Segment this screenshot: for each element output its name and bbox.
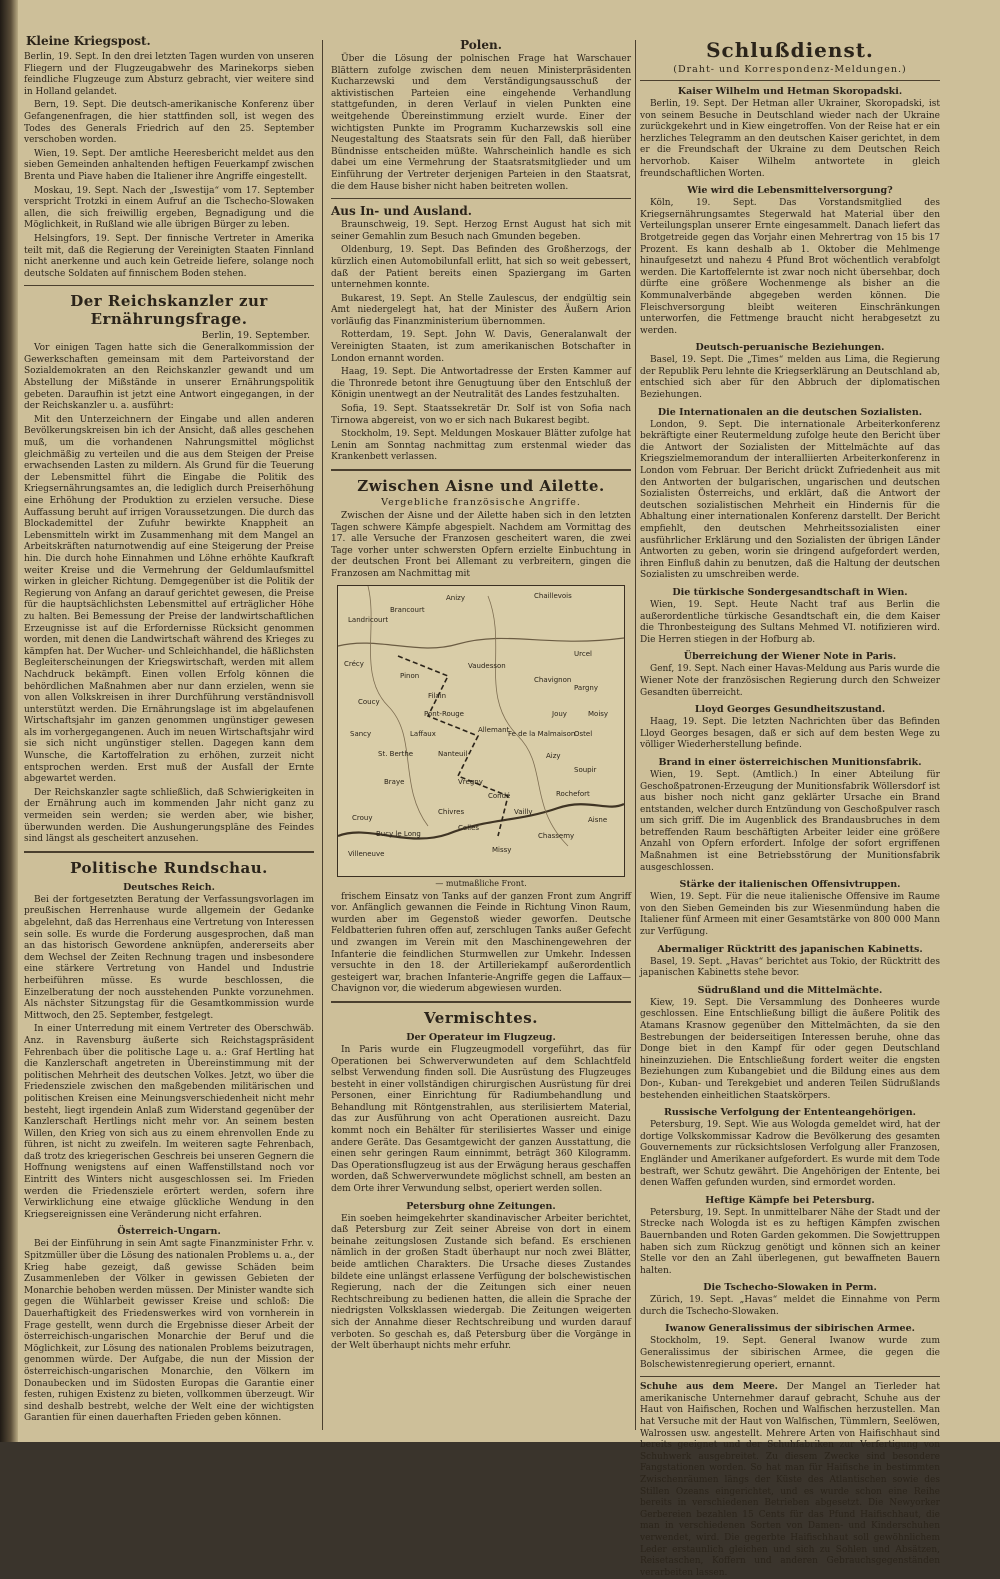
map-place-label: Condé <box>488 791 511 800</box>
schlussdienst-masthead: Schlußdienst. <box>706 38 874 62</box>
news-block-text: Basel, 19. Sept. „Havas“ berichtet aus Tokio, der Rücktritt des japanischen Kabinetts stehe bevor. <box>640 956 940 979</box>
news-block-text: Wien, 19. Sept. Für die neue italienische Offensive im Raume von den Sieben Gemeinden bis zur Wiesenmündung haben die Italiener fünf Armeen mit einer Gesamtstärke von 800 000 Mann zur Verfügung. <box>640 892 940 938</box>
news-block-text: Zürich, 19. Sept. „Havas“ meldet die Einnahme von Perm durch die Tschecho-Slowaken. <box>640 1295 940 1317</box>
kanzler-paragraph: Vor einigen Tagen hatte sich die Generalkommission der Gewerkschaften gemeinsam mit dem Parteivorstand der Sozialdemokraten an den Reichskanzler gewandt und um Abstellung der Mißstände in unserer Ernährungspolitik gebeten. Daraufhin ist jetzt eine Antwort eingegangen, in der der Reichskanzler u. a. ausführt: <box>24 343 314 412</box>
news-block-heading: Russische Verfolgung der Ententeangehörigen. <box>664 1107 916 1119</box>
map-place-label: Chassemy <box>538 831 575 840</box>
news-blocks <box>640 86 940 1371</box>
kanzler-dateline: Berlin, 19. September. <box>201 330 310 342</box>
aisne-paragraph: frischem Einsatz von Tanks auf der ganzen Front zum Angriff vor. Anfänglich gewannen die Feinde in Richtung Vinon Raum, wurden aber im Gegenstoß wieder geworfen. Deutsche Feldbatterien fuhren offen auf, zerschlugen Tanks außer Gefecht und zwangen im Verein mit den Maschinengewehren der Infanterie die feindlichen Sturmwellen zur Umkehr. Indessen versuchte in den 18. der Artilleriekampf außerordentlich gesteigert war, brachen Infanterie-Angriffe gegen die Laffaux—Chavignon vor, die wiederum abgewiesen wurden. <box>331 891 631 995</box>
column-rule-2 <box>635 40 636 1430</box>
vermischtes-headline: Vermischtes. <box>424 1008 538 1027</box>
map-place-label: Anizy <box>446 593 465 602</box>
kriegspost-item: Berlin, 19. Sept. In den drei letzten Tagen wurden von unseren Fliegern und der Flugzeugabwehr des Marinekorps sieben feindliche Flugzeuge zum Absturz gebracht, vier weitere sind in Holland gelandet. <box>24 52 314 97</box>
map-place-label: Pont-Rouge <box>424 709 464 718</box>
news-block-text: Basel, 19. Sept. Die „Times“ melden aus Lima, die Regierung der Republik Peru lehnte die Kriegserklärung an Deutschland ab, entschied sich aber für den Abbruch der diplomatischen Beziehungen. <box>640 355 940 401</box>
polen-headline: Polen. <box>460 38 502 52</box>
news-block-heading: Iwanow Generalissimus der sibirischen Armee. <box>665 1323 915 1335</box>
map-place-label: Allemant <box>478 725 510 734</box>
map-place-label: Nanteuil <box>438 749 468 758</box>
ausland-item: Rotterdam, 19. Sept. John W. Davis, Generalanwalt der Vereinigten Staaten, ist zum amerikanischen Botschafter in London ernannt worden. <box>331 330 631 364</box>
news-block-heading: Kaiser Wilhelm und Hetman Skoropadski. <box>677 86 903 97</box>
map-place-label: Braye <box>384 777 405 786</box>
rundschau-headline: Politische Rundschau. <box>70 858 268 877</box>
map-place-label: Chavignon <box>534 675 572 684</box>
map-place-label: Pargny <box>574 683 598 692</box>
news-block-heading: Die Tschecho-Slowaken in Perm. <box>703 1282 877 1294</box>
divider <box>24 851 314 853</box>
divider <box>640 80 940 81</box>
news-block-heading: Heftige Kämpfe bei Petersburg. <box>705 1194 875 1206</box>
kriegspost-item: Moskau, 19. Sept. Nach der „Iswestija“ vom 17. September verspricht Trotzki in einem Aufruf an die Tschecho-Slowaken allen, die sich freiwillig ergeben, Begnadigung und die Möglichkeit, in Rußland wie alle übrigen Bürger zu leben. <box>24 185 314 231</box>
map-place-label: Aizy <box>546 751 561 760</box>
schuhe-text: Der Mangel an Tierleder hat amerikanische Unternehmer darauf gebracht, Schuhe aus der Haut von Haifischen, Rochen und Walfischen herzustellen. Man hat Versuche mit der Haut von Walfischen, Tümmlern, Seelöwen, Walrossen usw. angestellt. Mehrere Arten von Haifischhaut sind bereits geeignet und der Schuhfabriken zur Verfertigung von Schuhwerk ausgebreitet. Zu diesem Zwecke sind besondere Fangstationen worden. So hat man für Haifische in bestimmten Zwischenräumen längs der Küste des Atlantischen sowie des Stillen Ozeans eingerichtet, und es wurde schon eine Reihe bereits in verschiedenen Betrieben abgesetzt. Die Newyorker Gerbereien bezahlen 15 Cents für das Pfund Haifischhaut, die man in verschiedenen Sorten von Damen- und Kinderschuhen verwendet, wird. Die gegerbte Haifischhaut soll gewöhnlichem Leder erstaunlich gleichen und sich zu Sohlen und Absätzen, Reisetaschen, Koffern und anderen Gebrauchsgegenständen verarbeiten lassen. <box>640 1382 940 1578</box>
map-place-label: Crécy <box>344 659 364 668</box>
map-place-label: Chaillevois <box>534 591 572 600</box>
news-block-text: Köln, 19. Sept. Das Vorstandsmitglied des Kriegsernährungsamtes Stegerwald hat Material über den Verteilungsplan unserer Ernte eingesammelt. Danach liefert das Brotgetreide gegen das Vorjahr einen Mehrertrag von 15 bis 17 Prozent. Es kann deshalb ab 1. Oktober die Mehlmenge hinaufgesetzt und nahezu 4 Pfund Brot wöchentlich verabfolgt werden. Die Kartoffelernte ist zwar noch nicht übersehbar, doch dürfte eine größere Wochenmenge als bisher an die Kommunalverbände abgegeben werden können. Die Fleischversorgung bleibt weiteren Einschränkungen unterworfen, die Fettmenge braucht nicht herabgesetzt zu werden. <box>640 198 940 336</box>
map-place-label: Chivres <box>438 807 465 816</box>
operateur-paragraph: In Paris wurde ein Flugzeugmodell vorgeführt, das für Operationen bei Schwerverwundeten auf dem Schlachtfeld selbst Verwendung finden soll. Die Ausrüstung des Flugzeuges besteht in einer vollständigen chirurgischen Ausrüstung für drei Personen, einer Einrichtung für Radiumbehandlung und Behandlung mit Röntgenstrahlen, aus sterilisiertem Material, das zur Ausführung von acht Operationen ausreicht. Dazu kommt noch ein Behälter für sterilisiertes Wasser und einige andere Geräte. Das Gesamtgewicht der ganzen Ausstattung, die einen sehr geringen Raum einnimmt, beträgt 360 Kilogramm. Das Operationsflugzeug ist aus der Erwägung heraus geschaffen worden, daß Schwerverwundete möglichst schnell, am besten an dem Orte ihrer Verwundung selbst, operiert werden sollen. <box>331 1044 631 1195</box>
map-place-label: Vregny <box>458 777 483 786</box>
kanzler-paragraph: Der Reichskanzler sagte schließlich, daß Schwierigkeiten in der Ernährung auch im kommenden Jahr nicht ganz zu vermeiden sein werden; sie werden aber, wie bisher, überwunden werden. Die Aushungerungspläne des Feindes sind längst als gescheitert anzusehen. <box>24 787 314 845</box>
map-caption: — mutmaßliche Front. <box>435 878 527 888</box>
news-block-text: Genf, 19. Sept. Nach einer Havas-Meldung aus Paris wurde die Wiener Note der französischen Regierung durch den Schweizer Gesandten überreicht. <box>640 664 940 698</box>
divider <box>331 198 631 199</box>
news-block-heading: Südrußland und die Mittelmächte. <box>697 984 883 996</box>
map-place-label: Bucy le Long <box>376 829 421 838</box>
divider <box>331 469 631 471</box>
news-block-heading: Brand in einer österreichischen Munitionsfabrik. <box>658 756 922 768</box>
map-place-label: Aisne <box>588 815 608 824</box>
oesterreich-subheading: Österreich-Ungarn. <box>117 1226 221 1238</box>
aisne-subheadline: Vergebliche französische Angriffe. <box>381 497 581 508</box>
divider <box>640 1376 940 1377</box>
map-place-label: Landricourt <box>348 615 389 624</box>
news-block-heading: Überreichung der Wiener Note in Paris. <box>683 651 897 663</box>
news-block-text: Wien, 19. Sept. (Amtlich.) In einer Abteilung für Geschoßpatronen-Erzeugung der Munitionsfabrik Wöllersdorf ist aus bisher noch nicht ganz geklärter Ursache ein Brand entstanden, welcher durch Entzündung von Geschoßpulver rasch um sich griff. Die im Augenblick des Brandausbruches in dem betreffenden Raum beschäftigten Arbeiter leider eine größere Anzahl von Opfern erfordert. Infolge der sofort ergriffenen Maßnahmen ist eine Betriebsstörung der Munitionsfabrik ausgeschlossen. <box>640 769 940 873</box>
ausland-item: Oldenburg, 19. Sept. Das Befinden des Großherzogs, der kürzlich einen Automobilunfall erlitt, hat sich so weit gebessert, daß der Patient bereits einen Spaziergang im Garten unternehmen konnte. <box>331 245 631 291</box>
map-place-label: Fe de la Malmaison <box>508 729 576 738</box>
map-place-label: Ostel <box>574 729 593 738</box>
news-block-text: Petersburg, 19. Sept. In unmittelbarer Nähe der Stadt und der Strecke nach Wologda ist es zu heftigen Kämpfen zwischen Bauernbanden und Roten Garden gekommen. Die Sowjettruppen haben sich zum Rückzug genötigt und können sich an keiner Stelle vor den an Zahl überlegenen, gut bewaffneten Bauern halten. <box>640 1207 940 1276</box>
reich-subheading: Deutsches Reich. <box>123 881 215 893</box>
map-place-label: Filain <box>428 691 447 700</box>
kanzler-paragraph: Mit den Unterzeichnern der Eingabe und allen anderen Bevölkerungskreisen bin ich der Ansicht, daß alles geschehen muß, um die vorhandenen Nahrungsmittel möglichst gleichmäßig zu verteilen und die aus dem Steigen der Preise erwachsenden Lasten zu mildern. Als Grund für die Teuerung der Lebensmittel führt die Eingabe die Politik des Kriegsernährungsamtes an, die lediglich durch Preiserhöhung eine Erhöhung der Produktion zu erzielen versuche. Diese Auffassung beruht auf irrigen Voraussetzungen. Die durch das Blockademittel der Zufuhr bewirkte Knappheit an Lebensmitteln wirkt im Zusammenhang mit dem Mangel an Arbeitskräften naturnotwendig auf eine Steigerung der Preise hin. Die durch hohe Einnahmen und Löhne erhöhte Kaufkraft weiter Kreise und die Vermehrung der Geldumlaufsmittel wirken in gleicher Richtung. Demgegenüber ist die Politik der Regierung von Anfang an darauf gerichtet gewesen, die Preise für die hauptsächlichsten Lebensmittel auf erträglicher Höhe zu halten. Bei Bemessung der Preise der landwirtschaftlichen Erzeugnisse ist auf die Erfordernisse Rücksicht genommen worden, mit denen die Landwirtschaft während des Krieges zu kämpfen hat. Der Wucher- und Schleichhandel, die häßlichsten Begleiterscheinungen der Kriegswirtschaft, werden mit allem Nachdruck bekämpft. Einen vollen Erfolg können die behördlichen Maßnahmen aber nur dann erzielen, wenn sie von allen Volkskreisen in ihrer Durchführung verständnisvoll unterstützt werden. Die Ernährungslage ist im abgelaufenen Wirtschaftsjahr im ganzen genommen ungünstiger gewesen als im vorhergegangenen. Auch im neuen Wirtschaftsjahr wird sie sich nicht ungünstiger stellen. Dagegen kann dem Wunsche, die Kartoffelration zu erhöhen, zurzeit nicht entsprochen werden. Erst muß der Ausfall der Ernte abgewartet werden. <box>24 414 314 785</box>
map-place-label: Villeneuve <box>348 849 385 858</box>
petersburg-paragraph: Ein soeben heimgekehrter skandinavischer Arbeiter berichtet, daß Petersburg zur Zeit seiner Abreise von dort in einem beinahe zeitungslosen Zustande sich befand. Es erschienen nämlich in der großen Stadt überhaupt nur noch zwei Blätter, beide amtlichen Charakters. Die Ursache dieses Zustandes bildete eine unlängst erlassene Verfügung der bolschewistischen Regierung, nach der die Zeitungen sich einer neuen Rechtschreibung zu bedienen hatten, die allein die Sprache der niedrigsten Volksklassen wiedergab. Die Zeitungen weigerten sich der Annahme dieser Rechtschreibung und wurden darauf verboten. So geschah es, daß Petersburg über die Vorgänge in der Welt überhaupt nichts mehr erfuhr. <box>331 1213 631 1352</box>
map-place-label: St. Berthe <box>378 749 414 758</box>
news-block-text: Stockholm, 19. Sept. General Iwanow wurde zum Generalissimus der sibirischen Armee, die gegen die Bolschewistenregierung operiert, ernannt. <box>640 1336 940 1370</box>
map-place-label: Brancourt <box>390 605 425 614</box>
map-place-label: Crouy <box>352 813 373 822</box>
map-place-label: Rochefort <box>556 789 590 798</box>
kanzler-headline: Der Reichskanzler zur Ernährungsfrage. <box>70 292 268 329</box>
ausland-headline: Aus In- und Ausland. <box>331 204 472 219</box>
map-place-label: Jouy <box>552 709 567 718</box>
petersburg-subheading: Petersburg ohne Zeitungen. <box>406 1200 556 1212</box>
ausland-item: Braunschweig, 19. Sept. Herzog Ernst August hat sich mit seiner Gemahlin zum Besuch nach Gmunden begeben. <box>331 220 631 242</box>
kriegspost-item: Wien, 19. Sept. Der amtliche Heeresbericht meldet aus den sieben Gemeinden anhaltenden heftigen Feuerkampf zwischen Brenta und Piave haben die Italiener ihre Angriffe eingestellt. <box>24 148 314 182</box>
news-block-text: Wien, 19. Sept. Heute Nacht traf aus Berlin die außerordentliche türkische Gesandtschaft ein, die dem Kaiser die Thronbesteigung des Sultans Mehmed VI. notifizieren wird. Die Herren stiegen in der Hofburg ab. <box>640 599 940 645</box>
map-place-label: Moisy <box>588 709 609 718</box>
news-block-heading: Wie wird die Lebensmittelversorgung? <box>687 185 893 197</box>
map-place-label: Coucy <box>358 697 380 706</box>
map-place-label: Vailly <box>514 807 533 816</box>
news-block-heading: Stärke der italienischen Offensivtruppen. <box>679 879 901 891</box>
news-block-text: Berlin, 19. Sept. Der Hetman aller Ukrainer, Skoropadski, ist von seinem Besuche in Deutschland wieder nach der Ukraine zurückgekehrt und in Kiew eingetroffen. Von der Reise hat er ein herzliches Telegramm an den deutschen Kaiser gerichtet, in dem er die Freundschaft der Ukraine zu dem Deutschen Reich hervorhob. Kaiser Wilhelm antwortete in gleich freundschaftlichen Worten. <box>640 99 940 179</box>
column-middle <box>331 34 631 1434</box>
map-place-label: Vaudesson <box>468 661 506 670</box>
page-binding-edge <box>0 0 18 1442</box>
reich-paragraph: Bei der fortgesetzten Beratung der Verfassungsvorlagen im preußischen Herrenhause wurde allgemein der Gedanke abgelehnt, daß das Herrenhaus eine Vertretung von Interessen sein solle. Es wurde die Forderung ausgesprochen, daß man an das historisch Gewordene anknüpfen, andererseits aber dem Wechsel der Zeiten Rechnung tragen und insbesondere eine stärkere Vertretung von Handel und Industrie herbeiführen müsse. Es wurde beschlossen, die Einzelberatung der noch ausstehenden Punkte vorzunehmen. Als nächster Sitzungstag für die Gesamtkommission wurde Mittwoch, den 25. September, festgelegt. <box>24 894 314 1021</box>
map-place-label: Sancy <box>350 729 372 738</box>
news-block-text: London, 9. Sept. Die internationale Arbeiterkonferenz bekräftigte einer Reutermeldung zufolge heute den Bericht über die Antwort der Sozialisten der Mittelmächte auf das Kriegszielmemorandum der interalliierten Arbeiterkonferenz in London vom Februar. Der Bericht drückt Zufriedenheit aus mit den Antworten der bulgarischen, ungarischen und deutschen Sozialisten Österreichs, und erklärt, daß die Antwort der deutschen sozialistischen Mehrheit ein Hindernis für die Abhaltung einer internationalen Konferenz darstellt. Der Bericht empfiehlt, den deutschen Mehrheitssozialisten einer ausführlicher Erklärung und den Sozialisten der übrigen Länder Antworten zu geben, worin sie dringend aufgefordert werden, ihren Einfluß dahin zu benutzen, daß die Haltung der deutschen Sozialisten zu umschreiben werde. <box>640 419 940 581</box>
news-block-heading: Deutsch-peruanische Beziehungen. <box>695 342 885 354</box>
news-block-text: Petersburg, 19. Sept. Wie aus Wologda gemeldet wird, hat der dortige Volkskommissar Kadrow die Bevölkerung des gesamten Gouvernements zur rücksichtslosen Verfolgung aller Franzosen, Engländer und Amerikaner aufgefordert. Es wurde mit dem Tode bestraft, wer Schutz gewährt. Die Angehörigen der Entente, bei denen Waffen gefunden wurden, sind ermordet worden. <box>640 1120 940 1189</box>
news-block-heading: Die türkische Sondergesandtschaft in Wien. <box>672 586 908 598</box>
polen-paragraph: Über die Lösung der polnischen Frage hat Warschauer Blättern zufolge zwischen dem neuen Ministerpräsidenten Kucharzewski und dem Verständigungsausschuß der aktivistischen Parteien eine eingehende Verhandlung stattgefunden, in deren Verlauf in vielen Punkten eine weitgehende Übereinstimmung erzielt wurde. Einer der wichtigsten Punkte im Programm Kucharzewskis soll eine Neugestaltung des Staatsrats sein für den Fall, daß hierüber Bündnisse entscheiden müßte. Wahrscheinlich handle es sich dabei um eine Vermehrung der Staatsratsmitglieder und um Einführung der Vertreter derjenigen Parteien in den Staatsrat, die dem Hause bisher nicht haben beitreten wollen. <box>331 54 631 192</box>
front-map <box>337 585 625 877</box>
map-place-label: Celles <box>458 823 480 832</box>
ausland-item: Stockholm, 19. Sept. Meldungen Moskauer Blätter zufolge hat Lenin am Sonntag nachmittag zum erstenmal wieder das Krankenbett verlassen. <box>331 429 631 463</box>
operateur-subheading: Der Operateur im Flugzeug. <box>406 1031 556 1043</box>
map-place-label: Missy <box>492 845 512 854</box>
oesterreich-paragraph: Bei der Einführung in sein Amt sagte Finanzminister Frhr. v. Spitzmüller über die Lösung des nationalen Problems u. a., der Krieg habe gezeigt, daß gewisse Schäden beim Zusammenleben der Völker in gewissen Gebieten der Monarchie behoben werden müssen. Der Minister wandte sich gegen die Wühlarbeit gewisser Kreise und schloß: Die Dauerhaftigkeit des Friedenswerkes wird von vornherein in Frage gestellt, wenn durch die Ergebnisse dieser Arbeit der österreichisch-ungarischen Monarchie der Beruf und die Möglichkeit, zur Lösung des nationalen Problems beizutragen, genommen würde. Der Aufgabe, die nun der Mission der österreichisch-ungarischen Monarchie, den Völkern im Donaubecken und im Südosten Europas die Garantie einer festen, ruhigen Existenz zu bieten, vollkommen überzeugt. Wir sind deshalb bestrebt, welche der Welt eine der wichtigsten Garantien für einen dauerhaften Frieden geben können. <box>24 1239 314 1424</box>
kriegspost-title: Kleine Kriegspost. <box>26 34 151 48</box>
news-block-heading: Die Internationalen an die deutschen Sozialisten. <box>657 406 923 418</box>
divider <box>331 1001 631 1003</box>
aisne-headline: Zwischen Aisne und Ailette. <box>357 477 605 495</box>
map-place-label: Pinon <box>400 671 420 680</box>
divider <box>24 285 314 286</box>
column-left <box>24 34 314 1434</box>
kriegspost-item: Bern, 19. Sept. Die deutsch-amerikanische Konferenz über Gefangenenfragen, die hier stattfinden soll, ist wegen des Todes des Generals Friedrich auf den 25. September verschoben worden. <box>24 100 314 146</box>
column-rule-1 <box>322 40 323 1430</box>
schuhe-heading: Schuhe aus dem Meere. <box>640 1382 778 1393</box>
map-place-label: Urcel <box>574 649 592 658</box>
ausland-item: Bukarest, 19. Sept. An Stelle Zaulescus, der endgültig sein Amt niedergelegt hat, hat der Minister des Äußern Arion vorläufig das Finanzministerium übernommen. <box>331 293 631 327</box>
news-block-heading: Lloyd Georges Gesundheitszustand. <box>694 704 886 716</box>
map-place-label: Soupir <box>574 765 597 774</box>
news-block-text: Haag, 19. Sept. Die letzten Nachrichten über das Befinden Lloyd Georges besagen, daß er sich auf dem besten Wege zu völliger Wiederherstellung befinde. <box>640 717 940 751</box>
map-place-label: Laffaux <box>410 729 436 738</box>
ausland-item: Sofia, 19. Sept. Staatssekretär Dr. Solf ist von Sofia nach Tirnowa abgereist, von wo er sich nach Bukarest begibt. <box>331 404 631 426</box>
reich-paragraph: In einer Unterredung mit einem Vertreter des Oberschwäb. Anz. in Ravensburg äußerte sich Reichstagspräsident Fehrenbach über die politische Lage u. a.: Graf Hertling hat die Kanzlerschaft angetreten in Übereinstimmung mit der politischen Mehrheit des deutschen Volkes. Jetzt, wo über die Friedensziele zwischen den maßgebenden militärischen und politischen Kreisen eine Meinungsverschiedenheit nicht mehr besteht, liegt irgendein Anlaß zum Widerstand gegenüber der Kanzlerschaft Hertlings nicht mehr vor. An seinem besten Willen, den Krieg von sich aus zu einem ehrenvollen Ende zu führen, ist nicht zu zweifeln. Im weiteren sagte Fehrenbach, daß trotz des kriegerischen Geschreis bei unseren Gegnern die Hoffnung wenigstens auf einen Waffenstillstand noch vor Eintritt des Winters nicht ausgeschlossen sei. Im Frieden werden die Friedensziele erörtert werden, sofern ihre Verwirklichung eine etwaige glückliche Wendung in den Kriegsereignissen eine Veränderung nicht erfahren. <box>24 1024 314 1220</box>
kriegspost-item: Helsingfors, 19. Sept. Der finnische Vertreter in Amerika teilt mit, daß die Regierung der Vereinigten Staaten Finnland nicht anerkenne und auch kein Getreide liefere, solange noch deutsche Soldaten auf finnischem Boden stehen. <box>24 233 314 279</box>
column-right <box>640 34 940 1578</box>
news-block-text: Kiew, 19. Sept. Die Versammlung des Donheeres wurde geschlossen. Eine Entschließung billigt die äußere Politik des Atamans Krasnow gegenüber den Mittelmächten, da sie den Bestrebungen der beiderseitigen Interessen beruhe, ohne das Donge biet in den Kampf für oder gegen Deutschland hineinzuziehen. Die Entschließung fordert weiter die engsten Beziehungen zum Kubangebiet und die Bildung eines aus dem Don-, Kuban- und Terekgebiet und anderen Teilen Südrußlands bestehenden einheitlichen Staatskörpers. <box>640 997 940 1101</box>
schlussdienst-subline: (Draht- und Korrespondenz-Meldungen.) <box>673 64 907 75</box>
front-map-svg <box>338 586 624 876</box>
news-block-heading: Abermaliger Rücktritt des japanischen Kabinetts. <box>657 943 923 955</box>
ausland-item: Haag, 19. Sept. Die Antwortadresse der Ersten Kammer auf die Thronrede betont ihre Genugtuung über den Entschluß der Königin unentwegt an der Neutralität des Landes festzuhalten. <box>331 367 631 401</box>
aisne-paragraph: Zwischen der Aisne und der Ailette haben sich in den letzten Tagen schwere Kämpfe abgespielt. Nachdem am Vormittag des 17. alle Versuche der Franzosen gescheitert waren, die zwei Tage vorher unter schwersten Opfern erzielte Einbuchtung in der deutschen Front bei Allemant zu verbreitern, gingen die Franzosen am Nachmittag mit <box>331 511 631 579</box>
schuhe-article <box>640 1382 940 1579</box>
